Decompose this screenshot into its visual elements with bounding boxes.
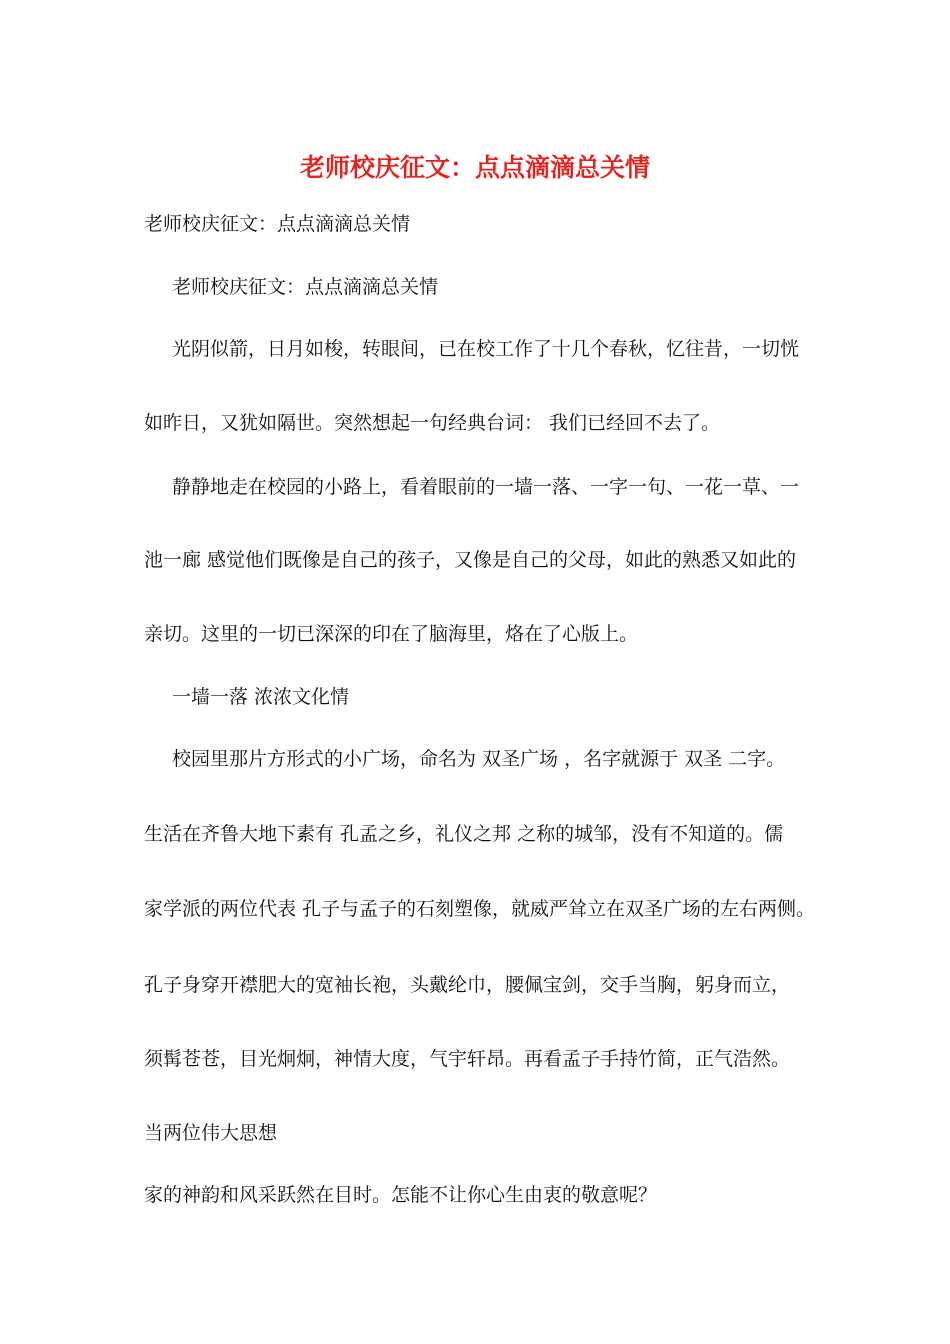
section-heading: 一墙一落 浓浓文化情 (172, 686, 350, 708)
paragraph-line: 家的神韵和风采跃然在目时。怎能不让你心生由衷的敬意呢？ (144, 1184, 658, 1206)
paragraph-line: 老师校庆征文：点点滴滴总关情 (172, 276, 439, 298)
paragraph-line: 须髯苍苍，目光炯炯，神情大度，气宇轩昂。再看孟子手持竹简，正气浩然。 (144, 1048, 791, 1070)
paragraph-line: 亲切。这里的一切已深深的印在了脑海里，烙在了心版上。 (144, 623, 639, 645)
subtitle-line: 老师校庆征文：点点滴滴总关情 (144, 213, 411, 235)
paragraph-line: 静静地走在校园的小路上，看着眼前的一墙一落、一字一句、一花一草、一 (172, 476, 800, 498)
paragraph-line: 校园里那片方形式的小广场，命名为 双圣广场 ，名字就源于 双圣 二字。 (172, 748, 786, 770)
paragraph-line: 家学派的两位代表 孔子与孟子的石刻塑像，就威严耸立在双圣广场的左右两侧。 (144, 898, 816, 920)
paragraph-line: 当两位伟大思想 (144, 1122, 278, 1144)
paragraph-line: 孔子身穿开襟肥大的宽袖长袍，头戴纶巾，腰佩宝剑，交手当胸，躬身而立， (144, 974, 791, 996)
paragraph-line: 光阴似箭，日月如梭，转眼间，已在校工作了十几个春秋，忆往昔，一切恍 (172, 338, 800, 360)
document-title: 老师校庆征文：点点滴滴总关情 (299, 153, 650, 182)
paragraph-line: 如昨日，又犹如隔世。突然想起一句经典台词： 我们已经回不去了。 (144, 412, 721, 434)
paragraph-line: 池一廊 感觉他们既像是自己的孩子，又像是自己的父母，如此的熟悉又如此的 (144, 549, 797, 571)
paragraph-line: 生活在齐鲁大地下素有 孔孟之乡，礼仪之邦 之称的城邹，没有不知道的。儒 (144, 823, 784, 845)
